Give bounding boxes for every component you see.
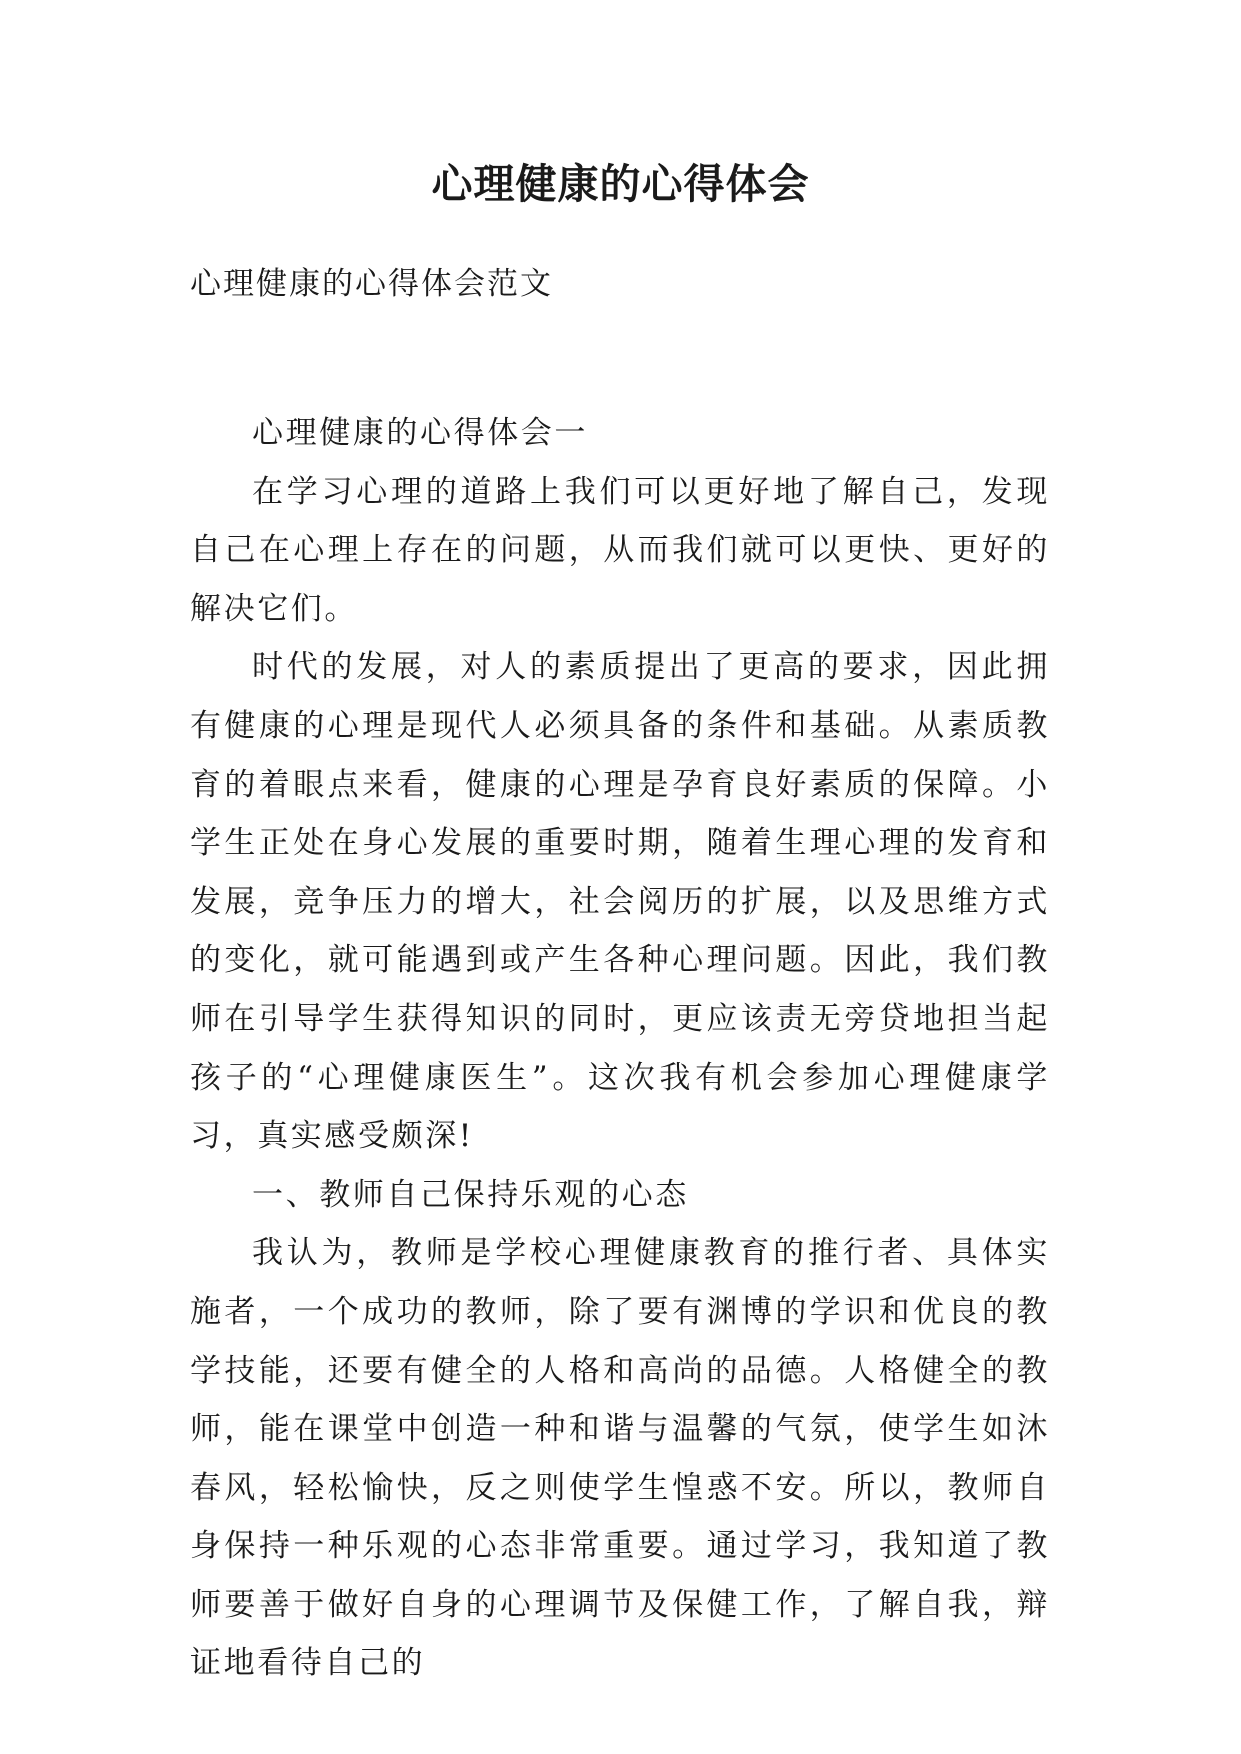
body-paragraph: 在学习心理的道路上我们可以更好地了解自己，发现自己在心理上存在的问题，从而我们就可以更快、更好的解决它们。 — [190, 473, 1050, 627]
section-heading: 一、教师自己保持乐观的心态 — [252, 1176, 689, 1213]
body-paragraph: 我认为，教师是学校心理健康教育的推行者、具体实施者，一个成功的教师，除了要有渊博的学识和优良的教学技能，还要有健全的人格和高尚的品德。人格健全的教师，能在课堂中创造一种和谐与温馨的气氛，使学生如沐春风，轻松愉快，反之则使学生惶惑不安。所以，教师自身保持一种乐观的心态非常重要。通过学习，我知道了教师要善于做好自身的心理调节及保健工作，了解自我，辩证地看待自己的 — [190, 1235, 1050, 1682]
section-heading: 心理健康的心得体会一 — [252, 415, 588, 451]
document-title: 心理健康的心得体会 — [431, 160, 810, 208]
body-paragraph: 时代的发展，对人的素质提出了更高的要求，因此拥有健康的心理是现代人必须具备的条件和基础。从素质教育的着眼点来看，健康的心理是孕育良好素质的保障。小学生正处在身心发展的重要时期，随着生理心理的发育和发展，竞争压力的增大，社会阅历的扩展，以及思维方式的变化，就可能遇到或产生各种心理问题。因此，我们教师在引导学生获得知识的同时，更应该责无旁贷地担当起孩子的“心理健康医生”。这次我有机会参加心理健康学习，真实感受颇深! — [190, 649, 1050, 1155]
document-subtitle: 心理健康的心得体会范文 — [190, 266, 553, 302]
document-body — [190, 404, 1050, 1693]
